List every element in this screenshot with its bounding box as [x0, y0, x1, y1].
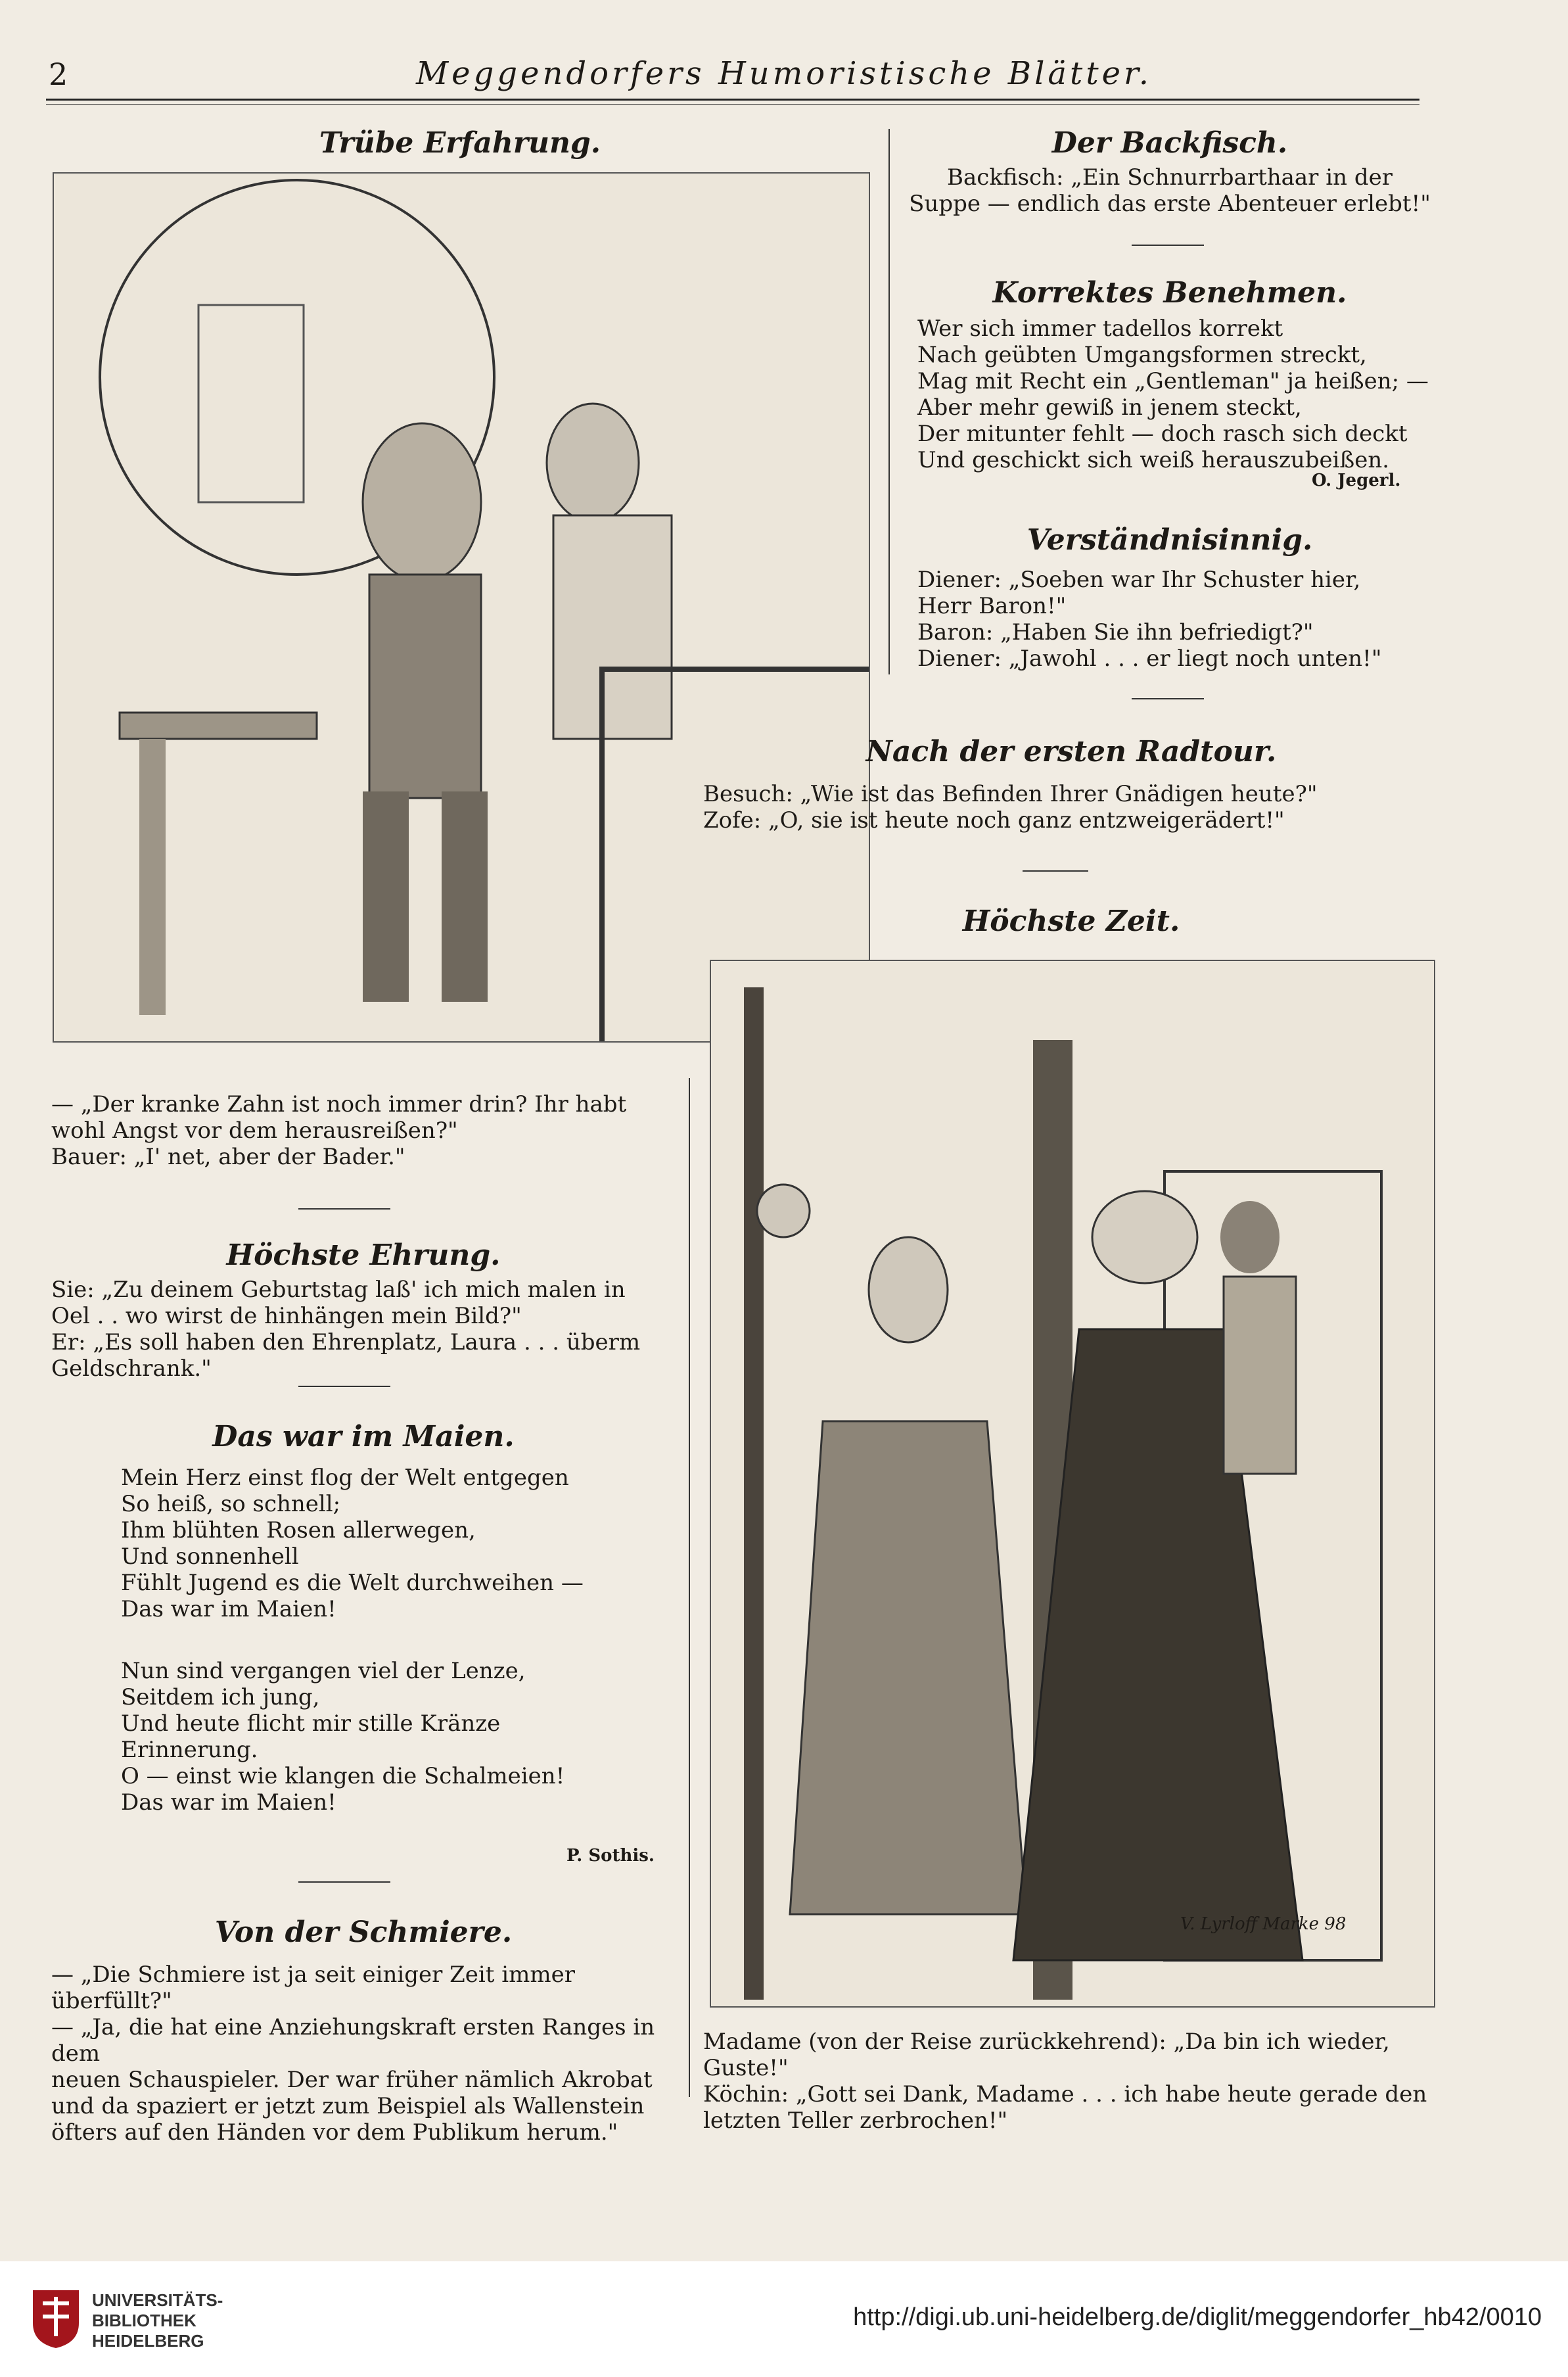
- header-rule: [46, 99, 1419, 101]
- university-seal-icon: [26, 2284, 85, 2349]
- illustration-hoechste-zeit: [710, 960, 1435, 2008]
- poem-maien-stanza-1: Mein Herz einst flog der Welt entgegen So heiß, so schnell; Ihm blühten Rosen allerwegen, Und sonnenhell Fühlt Jugend es die Welt durchweihen — Das war im Maien!: [121, 1465, 584, 1622]
- source-url[interactable]: http://digi.ub.uni-heidelberg.de/diglit/meggendorfer_hb42/0010: [853, 2303, 1542, 2331]
- poem-korrektes-benehmen: Wer sich immer tadellos korrekt Nach geübten Umgangsformen streckt, Mag mit Recht ein „Gentleman" ja heißen; — Aber mehr gewiß in jenem steckt, Der mitunter fehlt — doch rasch sich deckt Und geschickt sich weiß herauszubeißen.: [917, 316, 1429, 473]
- journal-title: Meggendorfers Humoristische Blätter.: [416, 55, 1152, 92]
- title-korrektes-benehmen: Korrektes Benehmen.: [992, 276, 1347, 310]
- title-verstaendnisinnig: Verständnisinnig.: [1026, 523, 1313, 557]
- page-number: 2: [49, 57, 68, 92]
- title-von-der-schmiere: Von der Schmiere.: [214, 1916, 513, 1949]
- artist-signature: V. Lyrloff Marke 98: [1180, 1914, 1347, 1934]
- separator-ornament: [1023, 870, 1088, 872]
- column-divider-bottom: [689, 1078, 690, 2097]
- title-das-war-im-maien: Das war im Maien.: [212, 1420, 515, 1453]
- library-footer: [0, 2261, 1568, 2377]
- author-jegerl: O. Jegerl.: [1312, 471, 1401, 490]
- title-hoechste-zeit: Höchste Zeit.: [962, 905, 1180, 938]
- title-hoechste-ehrung: Höchste Ehrung.: [226, 1238, 501, 1272]
- separator: [1132, 698, 1204, 699]
- caption-truebe-erfahrung: — „Der kranke Zahn ist noch immer drin? Ihr habt wohl Angst vor dem herausreißen?" Bauer: „I' net, aber der Bader.": [51, 1091, 627, 1170]
- separator: [298, 1881, 390, 1883]
- text-von-der-schmiere: — „Die Schmiere ist ja seit einiger Zeit immer überfüllt?" — „Ja, die hat eine Anziehungskraft ersten Ranges in dem neuen Schauspieler. Der war früher nämlich Akrobat und da spaziert er jetzt zum Beispiel als Wallenstein öfters auf den Händen vor dem Publikum herum.": [51, 1962, 655, 2146]
- separator: [298, 1208, 390, 1210]
- poem-maien-stanza-2: Nun sind vergangen viel der Lenze, Seitdem ich jung, Und heute flicht mir stille Kränze Erinnerung. O — einst wie klangen die Schalmeien! Das war im Maien!: [121, 1658, 565, 1816]
- column-divider-top: [888, 129, 890, 674]
- author-sothis: P. Sothis.: [566, 1846, 655, 1866]
- running-header: [0, 51, 1568, 97]
- caption-hoechste-zeit: Madame (von der Reise zurückkehrend): „Da bin ich wieder, Guste!" Köchin: „Gott sei Dank, Madame . . . ich habe heute gerade den letzten Teller zerbrochen!": [703, 2029, 1427, 2134]
- separator: [298, 1386, 390, 1387]
- text-verstaendnisinnig: Diener: „Soeben war Ihr Schuster hier, Herr Baron!" Baron: „Haben Sie ihn befriedigt?" Diener: „Jawohl . . . er liegt noch unten!": [917, 567, 1382, 672]
- title-truebe-erfahrung: Trübe Erfahrung.: [319, 126, 601, 160]
- title-der-backfisch: Der Backfisch.: [1051, 126, 1288, 160]
- library-name: UNIVERSITÄTS- BIBLIOTHEK HEIDELBERG: [92, 2290, 223, 2351]
- separator: [1132, 245, 1204, 246]
- title-nach-der-ersten-radtour: Nach der ersten Radtour.: [865, 735, 1277, 768]
- header-rule-thin: [46, 104, 1419, 105]
- text-hoechste-ehrung: Sie: „Zu deinem Geburtstag laß' ich mich malen in Oel . . wo wirst de hinhängen mein Bild?" Er: „Es soll haben den Ehrenplatz, Laura . . . überm Geldschrank.": [51, 1277, 641, 1382]
- text-der-backfisch: Backfisch: „Ein Schnurrbarthaar in der Suppe — endlich das erste Abenteuer erlebt!": [909, 164, 1431, 217]
- text-nach-der-ersten-radtour: Besuch: „Wie ist das Befinden Ihrer Gnädigen heute?" Zofe: „O, sie ist heute noch ganz entzweigerädert!": [703, 781, 1318, 834]
